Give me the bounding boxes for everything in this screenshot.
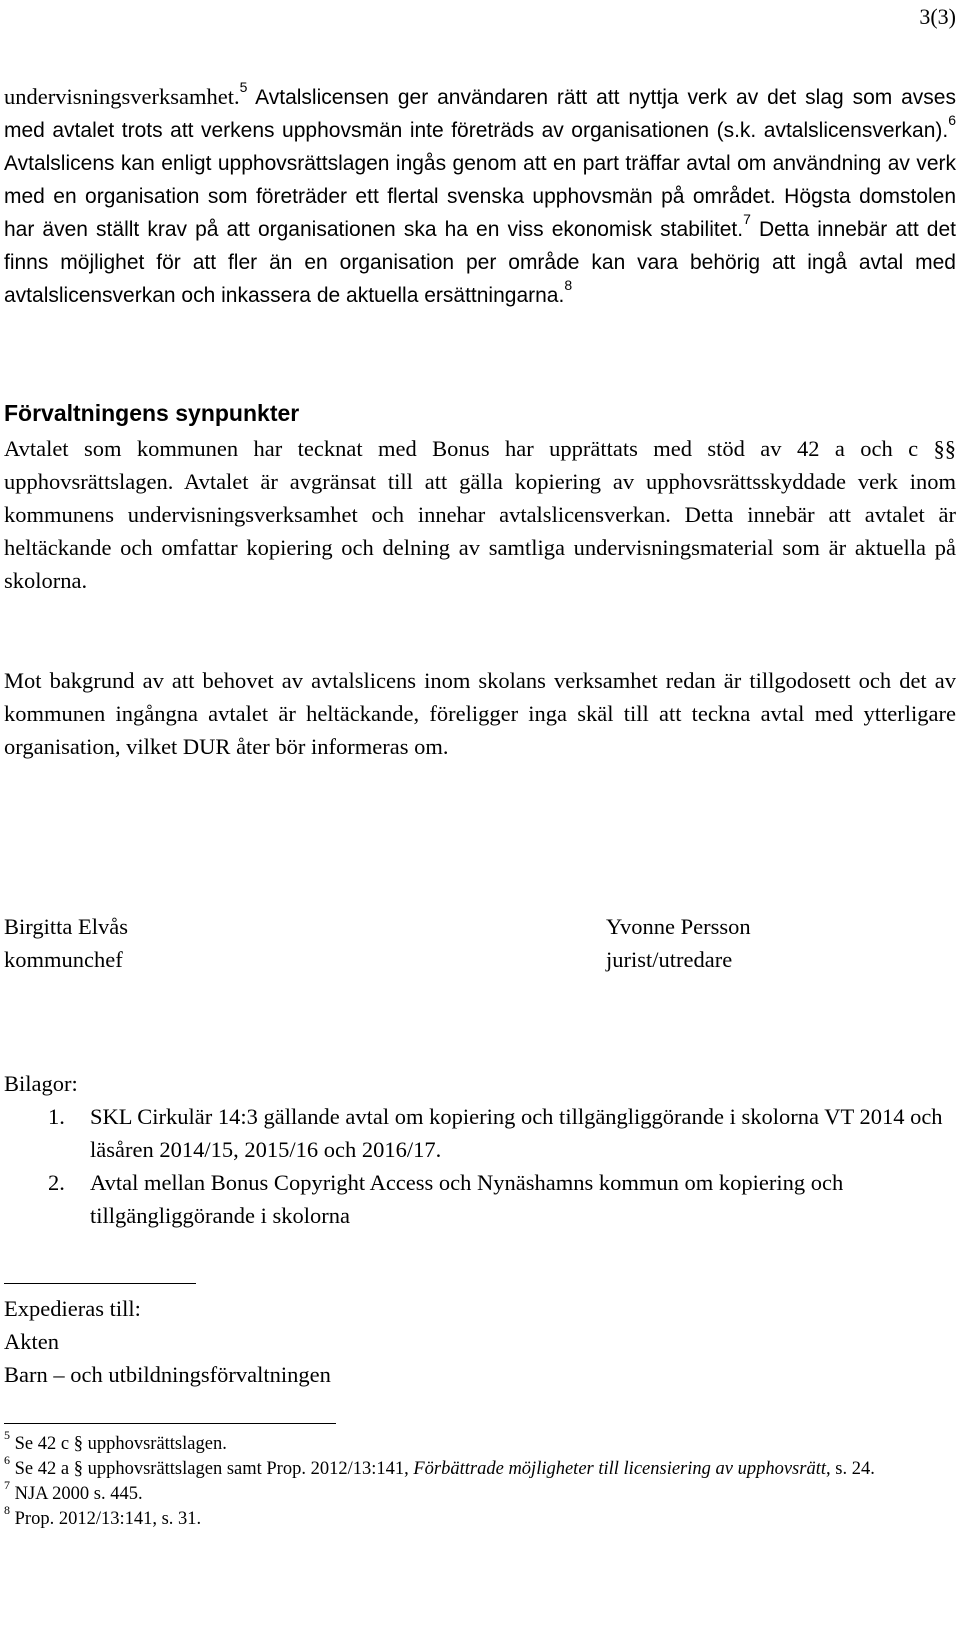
footnote-ref-6: 6: [948, 112, 956, 128]
attachments-list: [4, 1100, 956, 1232]
attachments: [4, 1067, 956, 1232]
paragraph-2: [4, 432, 956, 597]
footnote-5: $^5$ Se 42 c § upphovsrättslagen.: [4, 1427, 227, 1454]
distribution: [4, 1292, 956, 1391]
list-item-text: Avtal mellan Bonus Copyright Access och Nynäshamns kommun om kopiering och tillgängliggörande i skolorna: [90, 1170, 844, 1228]
intro-paragraph: [4, 80, 956, 312]
signature-left: [4, 910, 128, 976]
paragraph-2-text: Avtalet som kommunen har tecknat med Bonus har upprättats med stöd av 42 a och c §§ upphovsrättslagen. Avtalet är avgränsat till att gälla kopiering av upphovsrättsskyddade verk inom kommunens undervisningsverksamhet och innehar avtalslicensverkan. Detta innebär att avtalet är heltäckande och omfattar kopiering och delning av samtliga undervisningsmaterial som är aktuella på skolorna.: [4, 436, 956, 593]
footnote-6: $^6$ Se 42 a § upphovsrättslagen samt Prop. 2012/13:141, Förbättrade möjligheter till licensiering av upphovsrätt, s. 24.: [4, 1452, 875, 1479]
distribution-rule: [4, 1283, 196, 1284]
signature-name: Yvonne Persson: [606, 914, 751, 939]
footnote-7: $^7$ NJA 2000 s. 445.: [4, 1477, 143, 1504]
signature-name: Birgitta Elvås: [4, 914, 128, 939]
intro-text-3: Avtalslicens kan enligt upphovsrättslagen ingås genom att en part träffar avtal om användning av verk med en organisation som företräder ett flertal svenska upphovsmän på området. Högsta domstolen har även ställt krav på att organisationen ska ha en viss ekonomisk stabilitet.: [4, 152, 956, 241]
footnote-ref-8: 8: [564, 277, 573, 293]
intro-text-1: undervisningsverksamhet.: [4, 84, 240, 109]
footnote-6-italic: Förbättrade möjligheter till licensiering av upphovsrätt: [413, 1459, 826, 1479]
distribution-recipient: Akten: [4, 1329, 59, 1354]
signature-title: kommunchef: [4, 947, 123, 972]
footnote-ref-7: 7: [743, 211, 751, 227]
section-heading: Förvaltningens synpunkter: [4, 400, 300, 426]
list-item: [4, 1100, 956, 1166]
signature-right: [606, 910, 751, 976]
paragraph-3: [4, 664, 956, 763]
intro-text-4: Detta innebär att det finns möjlighet för att fler än en organisation per område kan vara behörig att ingå avtal med avtalslicensverkan och inkassera de aktuella ersättningarna.: [4, 218, 956, 307]
distribution-label: Expedieras till:: [4, 1296, 141, 1321]
intro-text-2: Avtalslicensen ger användaren rätt att nyttja verk av det slag som avses med avtalet trots att verkens upphovsmän inte företräds av organisationen (s.k. avtalslicensverkan).: [4, 86, 956, 142]
footnote-separator: [4, 1423, 336, 1424]
footnotes: [4, 1427, 956, 1532]
footnote-8: $^8$ Prop. 2012/13:141, s. 31.: [4, 1502, 202, 1529]
paragraph-3-text: Mot bakgrund av att behovet av avtalslicens inom skolans verksamhet redan är tillgodosett och det av kommunen ingångna avtalet är heltäckande, föreligger inga skäl till att teckna avtal med ytterligare organisation, vilket DUR åter bör informeras om.: [4, 668, 956, 759]
distribution-recipient: Barn – och utbildningsförvaltningen: [4, 1362, 331, 1387]
list-item-text: SKL Cirkulär 14:3 gällande avtal om kopiering och tillgängliggörande i skolorna VT 2014 och läsåren 2014/15, 2015/16 och 2016/17.: [90, 1104, 943, 1162]
signature-title: jurist/utredare: [606, 947, 733, 972]
attachments-label: Bilagor:: [4, 1071, 78, 1096]
list-item-number: 1.: [48, 1104, 65, 1129]
list-item-number: 2.: [48, 1170, 65, 1195]
footnote-ref-5: 5: [239, 79, 248, 95]
page-number: 3(3): [919, 4, 956, 29]
list-item: [4, 1166, 956, 1232]
